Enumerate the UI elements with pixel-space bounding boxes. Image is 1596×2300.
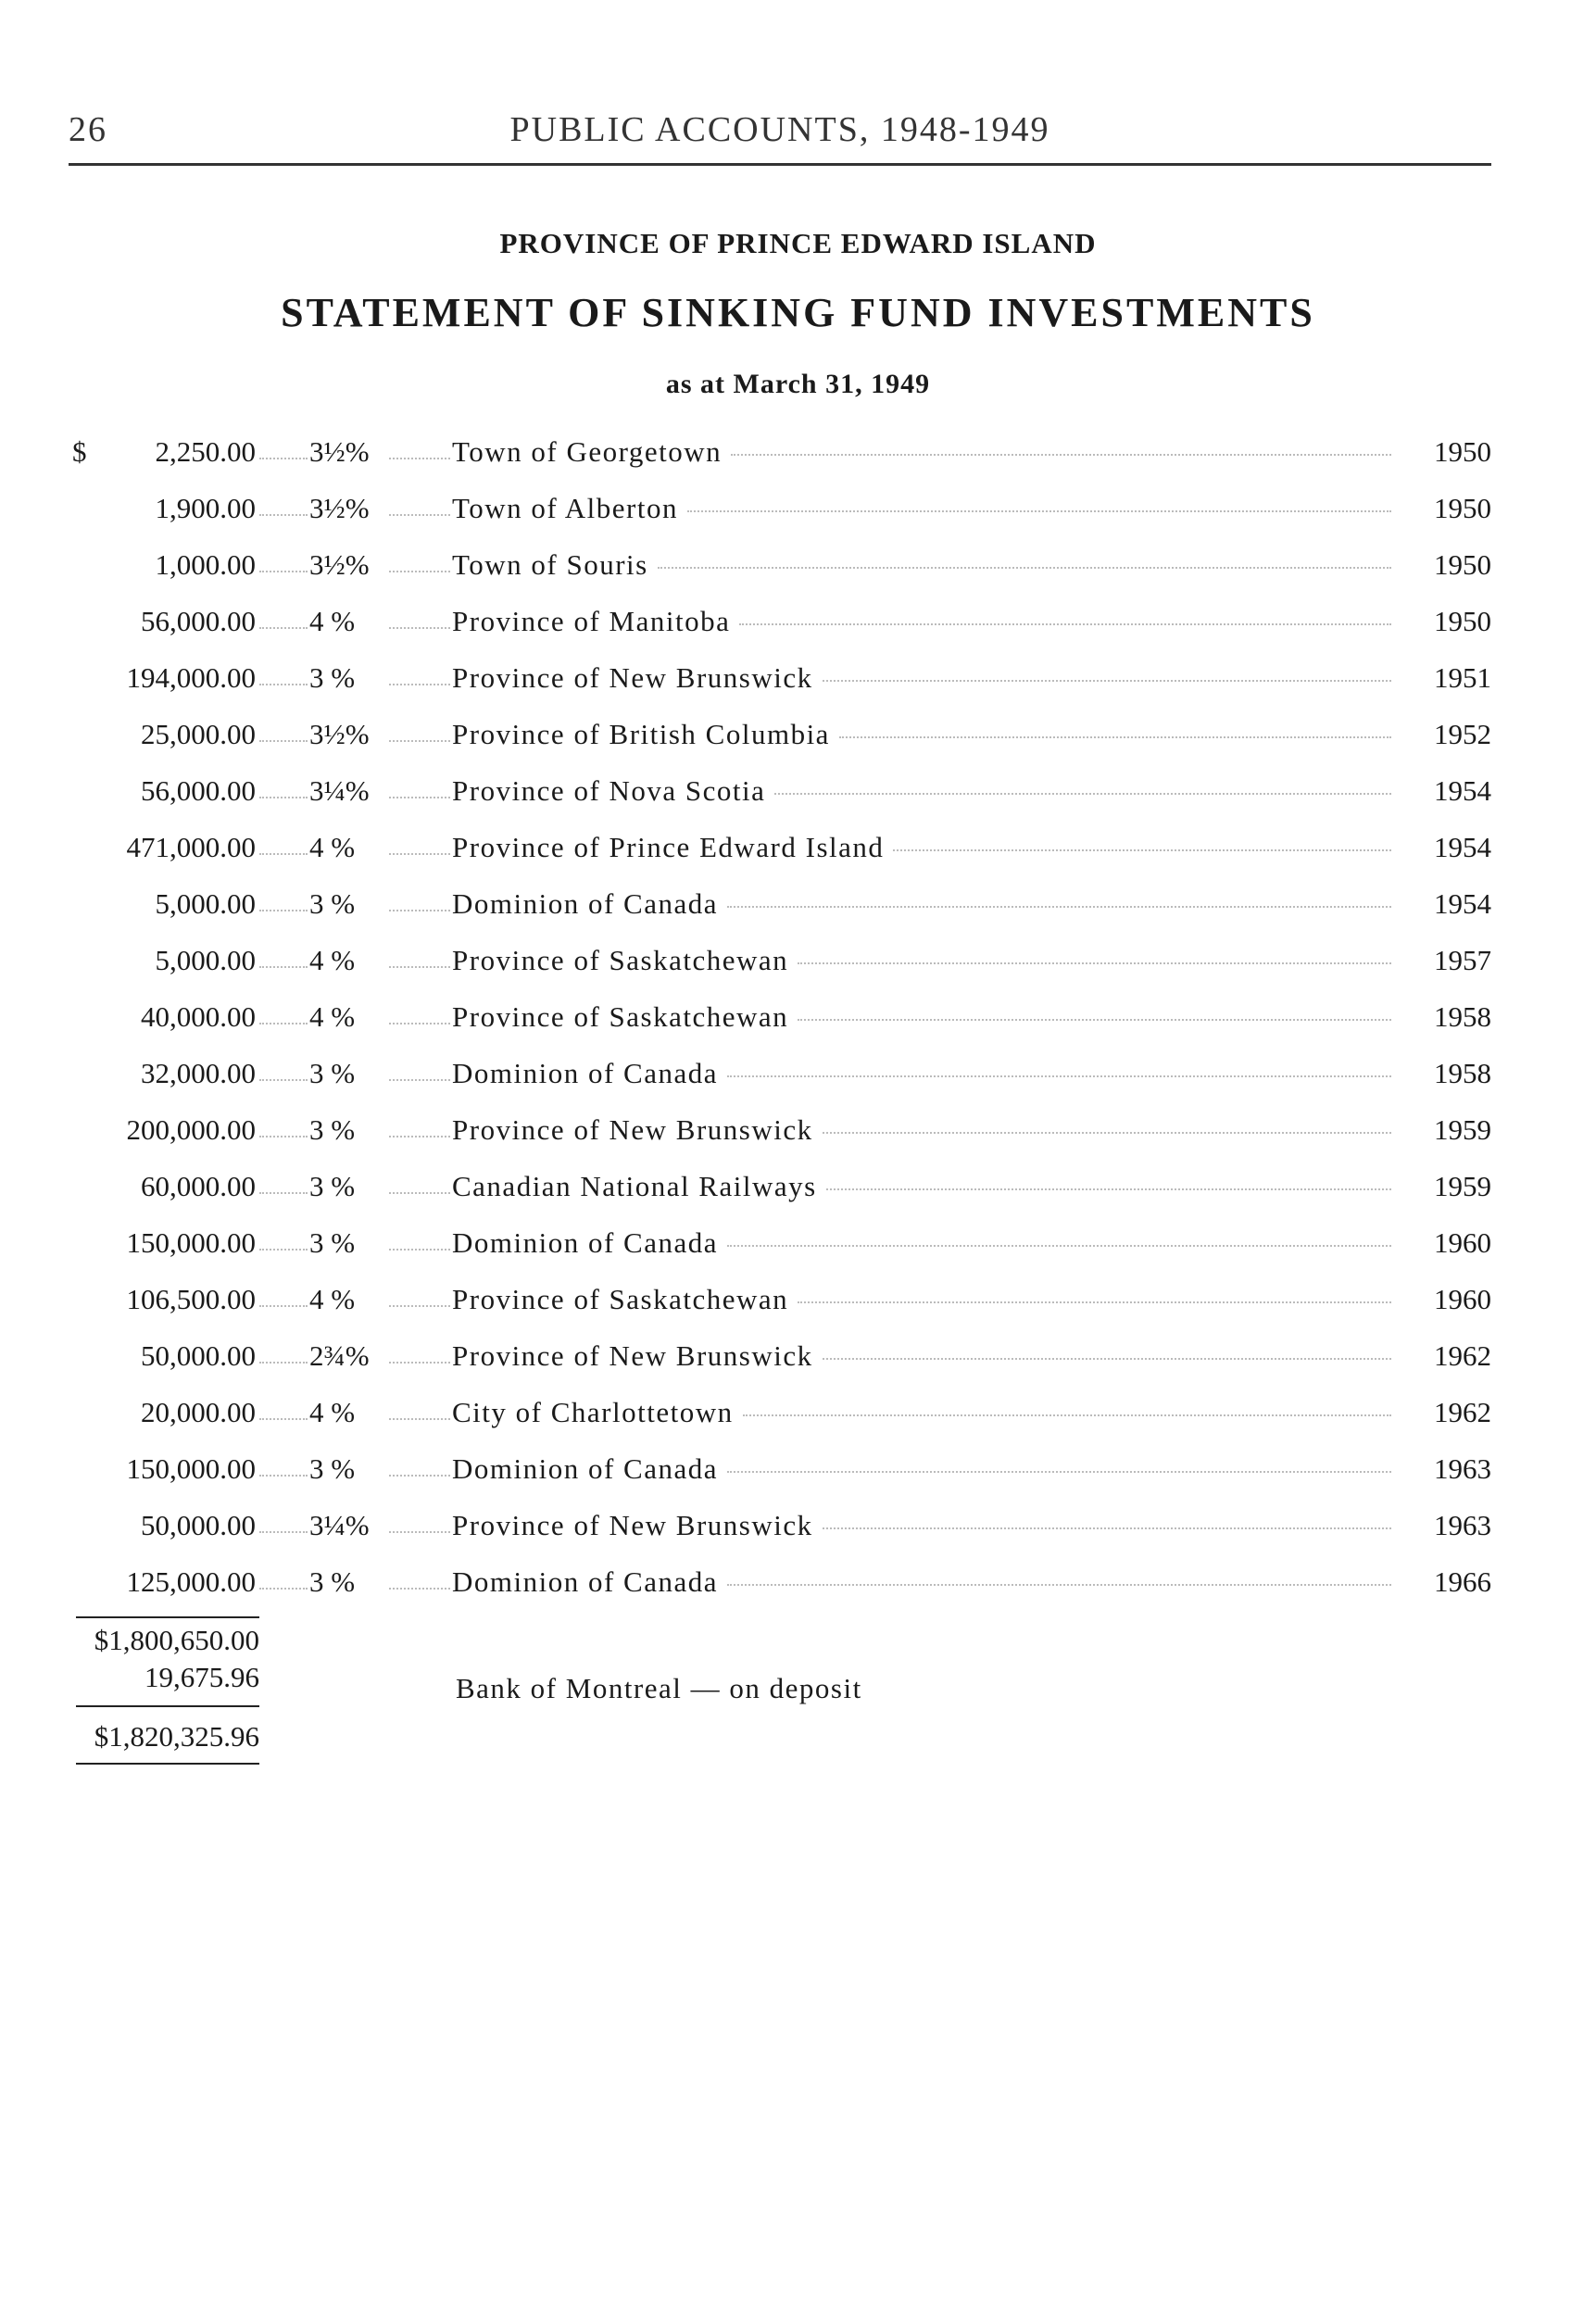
table-row xyxy=(0,1106,1596,1163)
as-at-date: as at March 31, 1949 xyxy=(665,369,931,399)
province-heading: PROVINCE OF PRINCE EDWARD ISLAND xyxy=(499,227,1097,259)
rate-cell: 4 % xyxy=(309,1000,356,1033)
dot-leader xyxy=(389,1588,450,1590)
dot-leader xyxy=(389,514,450,516)
table-row xyxy=(0,484,1596,541)
dot-leader xyxy=(259,627,308,629)
dot-leader xyxy=(389,797,450,798)
rate-cell: 3 % xyxy=(309,1057,356,1089)
dot-leader xyxy=(798,962,1391,964)
rate-cell: 3½% xyxy=(309,718,370,750)
dot-leader xyxy=(389,1136,450,1137)
rate-cell: 3½% xyxy=(309,492,370,524)
dot-leader xyxy=(389,1079,450,1081)
dot-leader xyxy=(389,1192,450,1194)
dot-leader xyxy=(739,623,1391,625)
dot-leader xyxy=(389,458,450,459)
dot-leader xyxy=(389,1475,450,1477)
issuer-cell: Province of Prince Edward Island xyxy=(452,831,885,863)
maturity-year-cell: 1950 xyxy=(1434,605,1491,637)
table-row xyxy=(0,936,1596,993)
table-row xyxy=(0,1276,1596,1332)
dot-leader xyxy=(798,1301,1391,1303)
issuer-cell: Province of New Brunswick xyxy=(452,1509,813,1541)
amount-cell: 50,000.00 xyxy=(141,1509,256,1541)
dot-leader xyxy=(743,1414,1391,1416)
investments-table xyxy=(0,428,1596,1615)
issuer-cell-wrap xyxy=(452,887,1391,921)
maturity-year-cell: 1966 xyxy=(1434,1565,1491,1598)
maturity-year-cell: 1954 xyxy=(1434,774,1491,807)
dot-leader xyxy=(259,458,308,459)
issuer-cell: Province of Saskatchewan xyxy=(452,1283,789,1315)
rate-cell: 3 % xyxy=(309,1226,356,1259)
issuer-cell-wrap xyxy=(452,1339,1391,1373)
dot-leader xyxy=(259,1192,308,1194)
maturity-year-cell: 1960 xyxy=(1434,1283,1491,1315)
amount-cell: 125,000.00 xyxy=(126,1565,256,1598)
amount-cell: 5,000.00 xyxy=(155,887,256,920)
dot-leader xyxy=(658,567,1391,569)
issuer-cell-wrap xyxy=(452,1000,1391,1034)
maturity-year-cell: 1963 xyxy=(1434,1509,1491,1541)
table-row xyxy=(0,654,1596,710)
table-row xyxy=(0,1558,1596,1615)
maturity-year-cell: 1963 xyxy=(1434,1452,1491,1485)
dot-leader xyxy=(893,849,1391,851)
dot-leader xyxy=(389,627,450,629)
table-row xyxy=(0,1163,1596,1219)
issuer-cell: Province of British Columbia xyxy=(452,718,830,750)
issuer-cell: Province of Nova Scotia xyxy=(452,774,766,807)
maturity-year-cell: 1957 xyxy=(1434,944,1491,976)
dot-leader xyxy=(727,906,1391,908)
maturity-year-cell: 1958 xyxy=(1434,1000,1491,1033)
dot-leader xyxy=(259,514,308,516)
issuer-cell-wrap xyxy=(452,1113,1391,1147)
issuer-cell-wrap xyxy=(452,718,1391,751)
amount-cell: 60,000.00 xyxy=(141,1170,256,1202)
rate-cell: 4 % xyxy=(309,944,356,976)
issuer-cell: Province of Manitoba xyxy=(452,605,731,637)
table-row xyxy=(0,1332,1596,1389)
table-row xyxy=(0,428,1596,484)
maturity-year-cell: 1960 xyxy=(1434,1226,1491,1259)
issuer-cell: Province of New Brunswick xyxy=(452,1339,813,1372)
dot-leader xyxy=(259,1249,308,1251)
dot-leader xyxy=(774,793,1391,795)
amount-cell: 150,000.00 xyxy=(126,1226,256,1259)
dot-leader xyxy=(389,1362,450,1364)
issuer-cell: Canadian National Railways xyxy=(452,1170,817,1202)
maturity-year-cell: 1958 xyxy=(1434,1057,1491,1089)
rate-cell: 3 % xyxy=(309,1170,356,1202)
page-number: 26 xyxy=(69,110,107,149)
amount-cell: 1,900.00 xyxy=(155,492,256,524)
amount-cell: 32,000.00 xyxy=(141,1057,256,1089)
running-title: PUBLIC ACCOUNTS, 1948-1949 xyxy=(509,110,1050,149)
dot-leader xyxy=(823,680,1391,682)
issuer-cell-wrap xyxy=(452,492,1391,525)
deposit-label: Bank of Montreal — on deposit xyxy=(456,1672,862,1704)
dot-leader xyxy=(259,797,308,798)
dot-leader xyxy=(389,1418,450,1420)
issuer-cell: Dominion of Canada xyxy=(452,1565,719,1598)
dot-leader xyxy=(259,1418,308,1420)
amount-cell: 2,250.00 xyxy=(155,435,256,468)
issuer-cell-wrap xyxy=(452,1226,1391,1260)
dot-leader xyxy=(259,740,308,742)
issuer-cell: Province of Saskatchewan xyxy=(452,1000,789,1033)
table-row xyxy=(0,993,1596,1049)
table-row xyxy=(0,1389,1596,1445)
amount-cell: 471,000.00 xyxy=(126,831,256,863)
amount-cell: 56,000.00 xyxy=(141,605,256,637)
dot-leader xyxy=(259,966,308,968)
issuer-cell-wrap xyxy=(452,435,1391,469)
amount-cell: 5,000.00 xyxy=(155,944,256,976)
issuer-cell-wrap xyxy=(452,774,1391,808)
maturity-year-cell: 1962 xyxy=(1434,1396,1491,1428)
issuer-cell: Dominion of Canada xyxy=(452,1452,719,1485)
amount-cell: 40,000.00 xyxy=(141,1000,256,1033)
total-rule xyxy=(76,1705,259,1707)
rate-cell: 3 % xyxy=(309,1452,356,1485)
dot-leader xyxy=(259,910,308,911)
issuer-cell-wrap xyxy=(452,944,1391,977)
amount-cell: 150,000.00 xyxy=(126,1452,256,1485)
maturity-year-cell: 1962 xyxy=(1434,1339,1491,1372)
table-row xyxy=(0,880,1596,936)
rate-cell: 3½% xyxy=(309,435,370,468)
issuer-cell: Province of New Brunswick xyxy=(452,661,813,694)
statement-title: STATEMENT OF SINKING FUND INVESTMENTS xyxy=(281,290,1315,335)
maturity-year-cell: 1952 xyxy=(1434,718,1491,750)
rate-cell: 3 % xyxy=(309,887,356,920)
dot-leader xyxy=(823,1527,1391,1529)
amount-cell: 20,000.00 xyxy=(141,1396,256,1428)
dot-leader xyxy=(259,571,308,572)
amount-cell: 1,000.00 xyxy=(155,548,256,581)
issuer-cell-wrap xyxy=(452,831,1391,864)
amount-cell: 25,000.00 xyxy=(141,718,256,750)
dot-leader xyxy=(259,1362,308,1364)
table-row xyxy=(0,1502,1596,1558)
issuer-cell-wrap xyxy=(452,1396,1391,1429)
rate-cell: 4 % xyxy=(309,831,356,863)
amount-cell: 50,000.00 xyxy=(141,1339,256,1372)
dot-leader xyxy=(259,1136,308,1137)
table-row xyxy=(0,710,1596,767)
dot-leader xyxy=(839,736,1391,738)
dot-leader xyxy=(389,966,450,968)
dot-leader xyxy=(259,1305,308,1307)
maturity-year-cell: 1954 xyxy=(1434,831,1491,863)
maturity-year-cell: 1950 xyxy=(1434,492,1491,524)
page-header xyxy=(69,100,1491,156)
rate-cell: 3½% xyxy=(309,548,370,581)
dot-leader xyxy=(389,910,450,911)
rate-cell: 4 % xyxy=(309,1283,356,1315)
issuer-cell: City of Charlottetown xyxy=(452,1396,734,1428)
issuer-cell: Town of Alberton xyxy=(452,492,678,524)
table-row xyxy=(0,1219,1596,1276)
dot-leader xyxy=(798,1019,1391,1021)
rate-cell: 2¾% xyxy=(309,1339,370,1372)
dot-leader xyxy=(823,1132,1391,1134)
subtotal-rule xyxy=(76,1616,259,1618)
maturity-year-cell: 1959 xyxy=(1434,1170,1491,1202)
issuer-cell: Dominion of Canada xyxy=(452,1057,719,1089)
dot-leader xyxy=(823,1358,1391,1360)
issuer-cell-wrap xyxy=(452,1509,1391,1542)
maturity-year-cell: 1959 xyxy=(1434,1113,1491,1146)
dot-leader xyxy=(731,454,1391,456)
subtotal-amount: $1,800,650.00 xyxy=(94,1624,259,1656)
rate-cell: 3 % xyxy=(309,1113,356,1146)
issuer-cell-wrap xyxy=(452,605,1391,638)
dot-leader xyxy=(259,1531,308,1533)
dot-leader xyxy=(259,1079,308,1081)
dot-leader xyxy=(259,684,308,685)
maturity-year-cell: 1950 xyxy=(1434,435,1491,468)
dot-leader xyxy=(259,853,308,855)
issuer-cell: Dominion of Canada xyxy=(452,887,719,920)
dot-leader xyxy=(259,1023,308,1024)
dot-leader xyxy=(727,1245,1391,1247)
issuer-cell: Town of Georgetown xyxy=(452,435,723,468)
dot-leader xyxy=(727,1075,1391,1077)
currency-symbol: $ xyxy=(72,435,87,468)
grand-total-double-rule xyxy=(76,1763,259,1765)
dot-leader xyxy=(389,1305,450,1307)
rate-cell: 3 % xyxy=(309,1565,356,1598)
amount-cell: 200,000.00 xyxy=(126,1113,256,1146)
table-row xyxy=(0,823,1596,880)
dot-leader xyxy=(727,1471,1391,1473)
issuer-cell-wrap xyxy=(452,1565,1391,1599)
dot-leader xyxy=(687,510,1391,512)
issuer-cell-wrap xyxy=(452,1452,1391,1486)
amount-cell: 106,500.00 xyxy=(126,1283,256,1315)
table-row xyxy=(0,1445,1596,1502)
amount-cell: 194,000.00 xyxy=(126,661,256,694)
amount-cell: 56,000.00 xyxy=(141,774,256,807)
dot-leader xyxy=(389,571,450,572)
rate-cell: 3¼% xyxy=(309,1509,370,1541)
grand-total-amount: $1,820,325.96 xyxy=(94,1720,259,1753)
issuer-cell-wrap xyxy=(452,1283,1391,1316)
maturity-year-cell: 1950 xyxy=(1434,548,1491,581)
dot-leader xyxy=(259,1475,308,1477)
issuer-cell-wrap xyxy=(452,1170,1391,1203)
header-rule xyxy=(69,163,1491,166)
issuer-cell: Province of Saskatchewan xyxy=(452,944,789,976)
table-row xyxy=(0,597,1596,654)
dot-leader xyxy=(826,1188,1391,1190)
maturity-year-cell: 1954 xyxy=(1434,887,1491,920)
dot-leader xyxy=(259,1588,308,1590)
dot-leader xyxy=(389,1531,450,1533)
rate-cell: 4 % xyxy=(309,1396,356,1428)
table-row xyxy=(0,767,1596,823)
deposit-amount: 19,675.96 xyxy=(145,1661,259,1693)
dot-leader xyxy=(727,1584,1391,1586)
dot-leader xyxy=(389,1023,450,1024)
table-row xyxy=(0,541,1596,597)
dot-leader xyxy=(389,684,450,685)
table-row xyxy=(0,1049,1596,1106)
issuer-cell: Province of New Brunswick xyxy=(452,1113,813,1146)
rate-cell: 3 % xyxy=(309,661,356,694)
dot-leader xyxy=(389,1249,450,1251)
issuer-cell: Town of Souris xyxy=(452,548,648,581)
rate-cell: 4 % xyxy=(309,605,356,637)
dot-leader xyxy=(389,853,450,855)
issuer-cell-wrap xyxy=(452,548,1391,582)
maturity-year-cell: 1951 xyxy=(1434,661,1491,694)
rate-cell: 3¼% xyxy=(309,774,370,807)
issuer-cell: Dominion of Canada xyxy=(452,1226,719,1259)
issuer-cell-wrap xyxy=(452,1057,1391,1090)
dot-leader xyxy=(389,740,450,742)
issuer-cell-wrap xyxy=(452,661,1391,695)
